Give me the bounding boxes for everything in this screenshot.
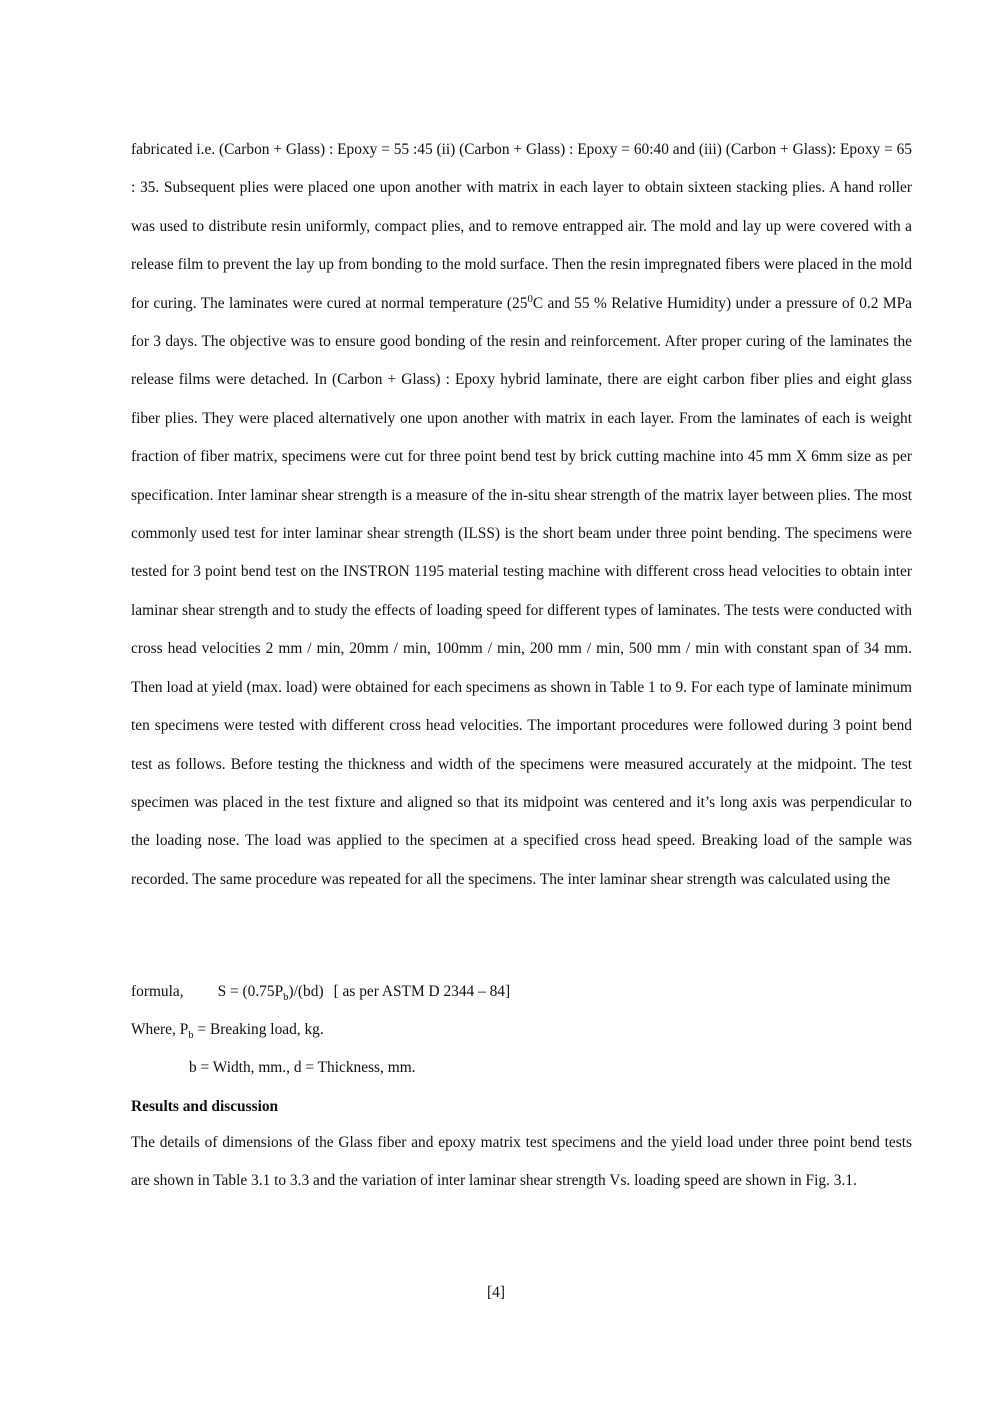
methods-text-part2: C and 55 % Relative Humidity) under a pressure of 0.2 MPa for 3 days. The objective was to ensure good bonding of the resin and reinforcement. After proper curing of the laminates the release films were detached. In (Carbon + Glass) : Epoxy hybrid laminate, there are eight carbon fiber plies and eight glass fiber plies. They were placed alternatively one upon another with matrix in each layer. From the laminates of each is weight fraction of fiber matrix, specimens were cut for three point bend test by brick cutting machine into 45 mm X 6mm size as per specification. Inter laminar shear strength is a measure of the in-situ shear strength of the matrix layer between plies. The most commonly used test for inter laminar shear strength (ILSS) is the short beam under three point bending. The specimens were tested for 3 point bend test on the INSTRON 1195 material testing machine with different cross head velocities to obtain inter laminar shear strength and to study the effects of loading speed for different types of laminates. The tests were conducted with cross head velocities 2 mm / min, 20mm / min, 100mm / min, 200 mm / min, 500 mm / min with constant span of 34 mm. Then load at yield (max. load) were obtained for each specimens as shown in Table 1 to 9. For each type of laminate minimum ten specimens were tested with different cross head velocities. The important procedures were followed during 3 point bend test as follows. Before testing the thickness and width of the specimens were measured accurately at the midpoint. The test specimen was placed in the test fixture and aligned so that its midpoint was centered and it’s long axis was perpendicular to the loading nose. The load was applied to the specimen at a specified cross head speed. Breaking load of the sample was recorded. The same procedure was repeated for all the specimens. The inter laminar shear strength was calculated using the (131, 294, 912, 888)
formula-reference: [ as per ASTM D 2344 – 84] (333, 983, 511, 1000)
variable-definitions-line: b = Width, mm., d = Thickness, mm. (189, 1059, 416, 1076)
formula-expression-pre: S = (0.75P (217, 983, 284, 1000)
formula-label: formula, (131, 983, 184, 1000)
temperature-superscript: 0 (527, 292, 533, 305)
where-subscript: b (188, 1029, 194, 1042)
formula-subscript: b (283, 991, 289, 1004)
formula-expression-post: )/(bd) (288, 983, 324, 1000)
where-post: = Breaking load, kg. (193, 1021, 324, 1038)
body-paragraph-methods (131, 131, 912, 899)
results-heading: Results and discussion (131, 1098, 279, 1115)
where-pre: Where, P (131, 1021, 189, 1038)
results-paragraph: The details of dimensions of the Glass fiber and epoxy matrix test specimens and the yield load under three point bend tests are shown in Table 3.1 to 3.3 and the variation of inter laminar shear strength Vs. loading speed are shown in Fig. 3.1. (131, 1134, 912, 1190)
where-definition-line (131, 1019, 324, 1041)
formula-line (131, 981, 912, 1003)
methods-text-part1: fabricated i.e. (Carbon + Glass) : Epoxy = 55 :45 (ii) (Carbon + Glass) : Epoxy = 60:40 and (iii) (Carbon + Glass): Epoxy = 65 : 35. Subsequent plies were placed one upon another with matrix in each layer to obtain sixteen stacking plies. A hand roller was used to distribute resin uniformly, compact plies, and to remove entrapped air. The mold and lay up were covered with a release film to prevent the lay up from bonding to the mold surface. Then the resin impregnated fibers were placed in the mold for curing. The laminates were cured at normal temperature (25 (131, 141, 912, 312)
page-number: [4] (487, 1284, 505, 1301)
